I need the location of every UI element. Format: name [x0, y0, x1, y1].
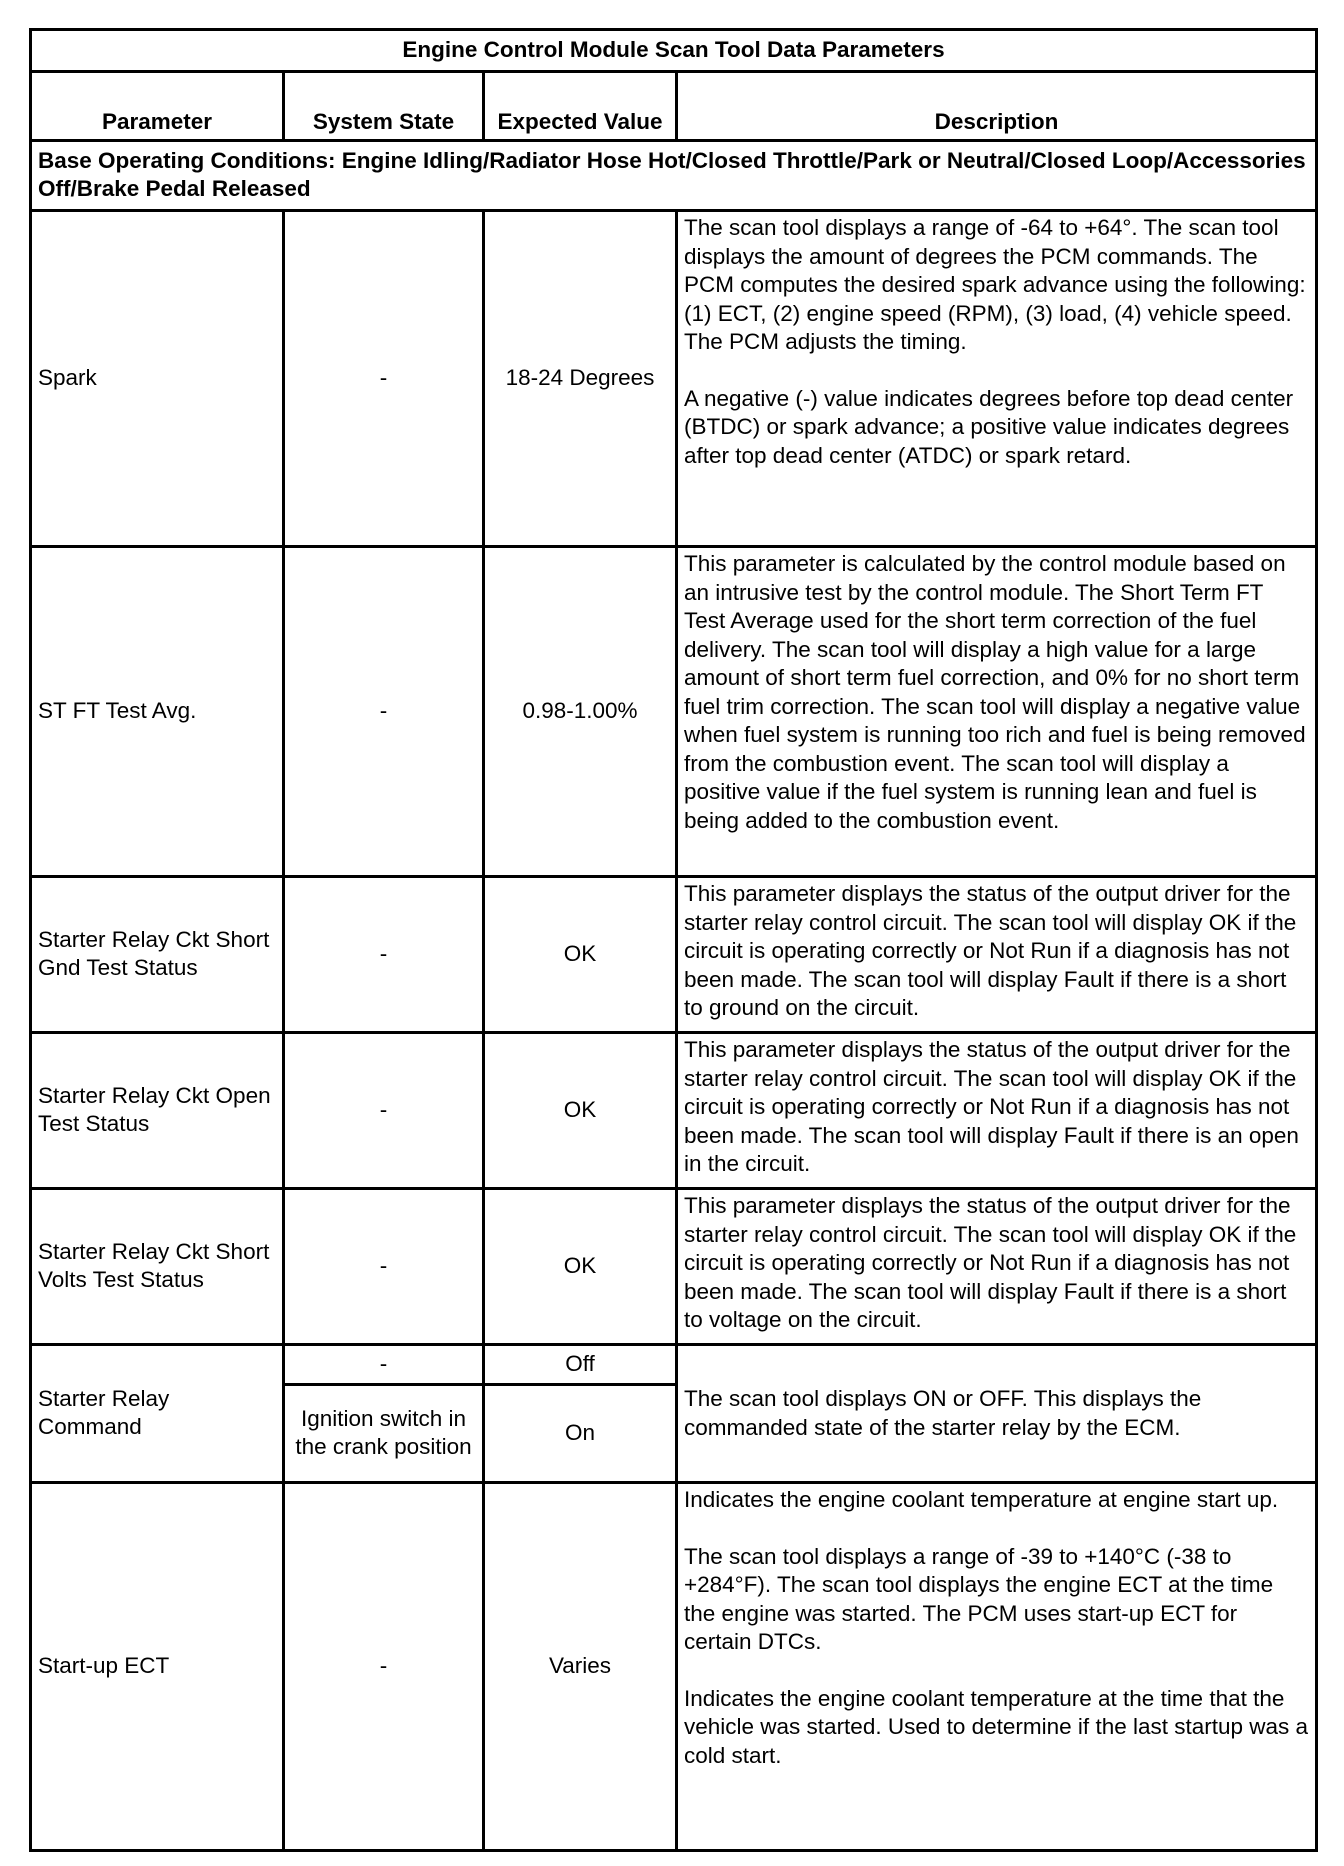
table-row	[31, 547, 1317, 877]
description-paragraph: This parameter displays the status of the output driver for the starter relay control circuit. The scan tool will display OK if the circuit is operating correctly or Not Run if a diagnosis has not been made. The scan tool will display Fault if there is an open in the circuit.	[684, 1037, 1299, 1176]
table-row	[31, 1483, 1317, 1851]
parameter-cell: Start-up ECT	[31, 1483, 284, 1851]
system-state-cell: -	[284, 877, 484, 1033]
table-title: Engine Control Module Scan Tool Data Parameters	[31, 30, 1317, 72]
description-cell	[677, 547, 1317, 877]
description-cell	[677, 1033, 1317, 1189]
description-paragraph: Indicates the engine coolant temperature at the time that the vehicle was started. Used to determine if the last startup was a cold start.	[684, 1685, 1309, 1768]
header-expected-value: Expected Value	[484, 72, 677, 141]
expected-value-cell: Off	[484, 1345, 677, 1385]
scan-tool-data-table	[29, 28, 1318, 1852]
system-state-cell: Ignition switch in the crank position	[284, 1385, 484, 1483]
expected-value-cell: OK	[484, 1189, 677, 1345]
parameter-cell: Starter Relay Ckt Short Gnd Test Status	[31, 877, 284, 1033]
description-cell	[677, 877, 1317, 1033]
description-cell	[677, 211, 1317, 547]
table-row	[31, 211, 1317, 547]
header-system-state: System State	[284, 72, 484, 141]
table-row	[31, 1189, 1317, 1345]
description-paragraph: This parameter is calculated by the control module based on an intrusive test by the control module. The Short Term FT Test Average used for the short term correction of the fuel delivery. The scan tool will display a high value for a large amount of short term fuel correction, and 0% for no short term fuel trim correction. The scan tool will display a negative value when fuel system is running too rich and fuel is being removed from the combustion event. The scan tool will display a positive value if the fuel system is running lean and fuel is being added to the combustion event.	[684, 551, 1306, 833]
expected-value-cell: 0.98-1.00%	[484, 547, 677, 877]
parameter-cell: Spark	[31, 211, 284, 547]
expected-value-cell: 18-24 Degrees	[484, 211, 677, 547]
description-paragraph: The scan tool displays a range of -64 to +64°. The scan tool displays the amount of degrees the PCM commands. The PCM computes the desired spark advance using the following: (1) ECT, (2) engine speed (RPM), (3) load, (4) vehicle speed. The PCM adjusts the timing.	[684, 215, 1306, 354]
description-cell	[677, 1483, 1317, 1851]
description-paragraph: The scan tool displays a range of -39 to +140°C (-38 to +284°F). The scan tool displays the engine ECT at the time the engine was started. The PCM uses start-up ECT for certain DTCs.	[684, 1543, 1274, 1654]
table-row	[31, 877, 1317, 1033]
system-state-cell: -	[284, 211, 484, 547]
expected-value-cell: On	[484, 1385, 677, 1483]
expected-value-cell: Varies	[484, 1483, 677, 1851]
parameter-cell: Starter Relay Ckt Open Test Status	[31, 1033, 284, 1189]
expected-value-cell: OK	[484, 1033, 677, 1189]
header-row	[31, 72, 1317, 141]
description-paragraph: Indicates the engine coolant temperature at engine start up.	[684, 1487, 1279, 1512]
system-state-cell: -	[284, 547, 484, 877]
description-paragraph: This parameter displays the status of the output driver for the starter relay control circuit. The scan tool will display OK if the circuit is operating correctly or Not Run if a diagnosis has not been made. The scan tool will display Fault if there is a short to voltage on the circuit.	[684, 1193, 1297, 1332]
scan-tool-data-sheet	[29, 28, 1315, 1852]
table-row	[31, 1033, 1317, 1189]
system-state-cell: -	[284, 1345, 484, 1385]
parameter-cell: Starter Relay Ckt Short Volts Test Status	[31, 1189, 284, 1345]
system-state-cell: -	[284, 1189, 484, 1345]
description-paragraph: The scan tool displays ON or OFF. This displays the commanded state of the starter relay by the ECM.	[684, 1386, 1202, 1440]
parameter-cell: Starter Relay Command	[31, 1345, 284, 1483]
base-operating-conditions: Base Operating Conditions: Engine Idling/Radiator Hose Hot/Closed Throttle/Park or Neutral/Closed Loop/Accessories Off/Brake Pedal Released	[31, 141, 1317, 211]
header-description: Description	[677, 72, 1317, 141]
system-state-cell: -	[284, 1483, 484, 1851]
table-row	[31, 1345, 1317, 1385]
description-paragraph: This parameter displays the status of the output driver for the starter relay control circuit. The scan tool will display OK if the circuit is operating correctly or Not Run if a diagnosis has not been made. The scan tool will display Fault if there is a short to ground on the circuit.	[684, 881, 1297, 1020]
description-cell	[677, 1345, 1317, 1483]
header-parameter: Parameter	[31, 72, 284, 141]
system-state-cell: -	[284, 1033, 484, 1189]
description-cell	[677, 1189, 1317, 1345]
parameter-cell: ST FT Test Avg.	[31, 547, 284, 877]
expected-value-cell: OK	[484, 877, 677, 1033]
description-paragraph: A negative (-) value indicates degrees before top dead center (BTDC) or spark advance; a positive value indicates degrees after top dead center (ATDC) or spark retard.	[684, 385, 1294, 468]
